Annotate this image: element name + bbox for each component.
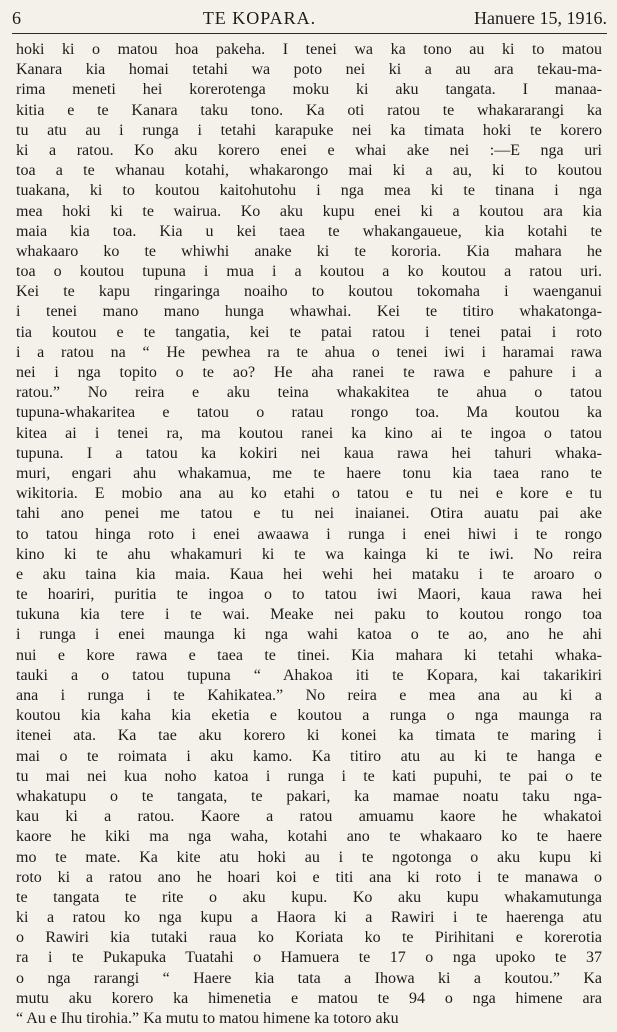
text-line: rima meneti hei korerotenga moku ki aku tangata. I manaa-	[16, 81, 602, 99]
text-line: whakaaro ko te whiwhi anake ki te kororia. Kia mahara he	[16, 242, 602, 260]
text-line: mea hoki ki te wairua. Ko aku kupu enei ki a koutou ara kia	[16, 202, 602, 220]
text-line: i tenei mano mano hunga whawhai. Kei te titiro whakatonga-	[16, 303, 602, 321]
text-line: nui e kore rawa e taea te tinei. Kia mahara ki tetahi whaka-	[16, 646, 602, 664]
text-line: e aku taina kia maia. Kaua hei wehi hei mataku i te aroaro o	[16, 565, 602, 583]
text-line: mo te mate. Ka kite atu hoki au i te ngotonga o aku kupu ki	[16, 848, 602, 866]
text-line: i a ratou na “ He pewhea ra te ahua o tenei iwi i haramai rawa	[16, 343, 602, 361]
text-line: i runga i enei maunga ki nga wahi katoa o te ao, ano he ahi	[16, 626, 602, 644]
text-line: toa a te whanau kotahi, whakarongo mai ki a au, ki to koutou	[16, 162, 602, 180]
text-line: tuakana, ki to koutou kaitohutohu i nga mea ki te tinana i nga	[16, 182, 602, 200]
text-line: mutu aku korero ka himenetia e matou te 94 o nga himene ara	[16, 989, 602, 1007]
text-line: “ Au e Ihu tirohia.” Ka mutu to matou himene ka totoro aku	[16, 1010, 399, 1027]
text-line: koutou kia kaha kia eketia e koutou a runga o nga maunga ra	[16, 707, 602, 725]
text-line: tukuna kia tere i te wai. Meake nei paku to koutou rongo toa	[16, 606, 602, 624]
text-line: tauki a o tatou tupuna “ Ahakoa iti te Kopara, kai takarikiri	[16, 666, 602, 684]
text-line: tupuna-whakaritea e tatou o ratau rongo toa. Ma koutou ka	[16, 404, 602, 422]
text-line: toa o koutou tupuna i mua i a koutou a ko koutou a ratou uri.	[16, 263, 602, 281]
text-line: roto ki a ratou ano he hoari koi e titi ana ki roto i te manawa o	[16, 868, 602, 886]
text-line: itenei ata. Ka tae aku korero ki konei ka timata te maring i	[16, 727, 602, 745]
text-line: Kanara kia homai tetahi wa poto nei ki a au ara tekau-ma-	[16, 61, 602, 79]
page-header	[12, 8, 607, 34]
page-number: 6	[12, 8, 21, 28]
running-title: TE KOPARA.	[202, 8, 317, 28]
text-line: whakatupu o te tangata, te pakari, ka mamae noatu taku nga-	[16, 787, 602, 805]
text-line: kitea ai i tenei ra, ma koutou ranei ka kino ai te ingoa o tatou	[16, 424, 602, 442]
text-line: wikitoria. E mobio ana au ko etahi o tatou e tu nei e kore e tu	[16, 485, 602, 503]
text-line: kitia e te Kanara taku tono. Ka oti ratou te whakararangi ka	[16, 101, 602, 119]
text-line: maia kia toa. Kia u kei taea te whakangaueue, kia kotahi te	[16, 222, 602, 240]
text-line: tia koutou e te tangatia, kei te patai ratou i tenei patai i roto	[16, 323, 602, 341]
text-line: o Rawiri kia tutaki raua ko Koriata ko te Pirihitani e korerotia	[16, 929, 602, 947]
text-line: mai o te roimata i aku kamo. Ka titiro atu au ki te hanga e	[16, 747, 602, 765]
text-line: to tatou hinga roto i enei awaawa i runga i enei hiwi i te rongo	[16, 525, 602, 543]
issue-date: Hanuere 15, 1916.	[474, 8, 607, 28]
header-rule	[12, 33, 607, 34]
text-line: kau ki a ratou. Kaore a ratou amuamu kaore he whakatoi	[16, 808, 602, 826]
text-line: tupuna. I a tatou ka kokiri nei kaua rawa hei tahuri whaka-	[16, 444, 602, 462]
text-line: nei i nga topito o te ao? He aha ranei te rawa e pahure i a	[16, 364, 602, 381]
text-line: Kei te kapu ringaringa noaiho to koutou tokomaha i waenganui	[16, 283, 602, 301]
text-line: hoki ki o matou hoa pakeha. I tenei wa ka tono au ki to matou	[16, 41, 602, 58]
text-line: te hoariri, puritia te ingoa o to tatou iwi Maori, kaua rawa hei	[16, 586, 602, 604]
text-line: ratou.” No reira e aku teina whakakitea te ahua o tatou	[16, 384, 602, 402]
text-line: ki a ratou ko nga kupu a Haora ki a Rawiri i te haerenga atu	[16, 909, 602, 927]
text-line: te tangata te rite o aku kupu. Ko aku kupu whakamutunga	[16, 888, 602, 906]
text-line: tu atu au i runga i tetahi karapuke nei ka timata hoki te korero	[16, 121, 602, 139]
text-line: ana i runga i te Kahikatea.” No reira e mea ana au ki a	[16, 687, 602, 704]
text-line: ki a ratou. Ko aku korero enei e whai ake nei :—E nga uri	[16, 141, 602, 159]
text-line: tu mai nei kua noho katoa i runga i te kati pupuhi, te pai o te	[16, 767, 602, 785]
text-line: o nga rarangi “ Haere kia tata a Ihowa ki a koutou.” Ka	[16, 969, 602, 987]
text-line: kaore he kiki ma nga waha, kotahi ano te whakaaro ko te haere	[16, 828, 602, 846]
text-line: ra i te Pukapuka Tuatahi o Hamuera te 17 o nga upoko te 37	[16, 949, 602, 967]
text-line: muri, engari ahu whakamua, me te haere tonu kia taea rano te	[16, 464, 602, 482]
text-line: kino ki te ahu whakamuri ki te wa kainga ki te iwi. No reira	[16, 545, 602, 563]
text-line: tahi ano penei me tatou e tu nei inaianei. Otira auatu pai ake	[16, 505, 602, 523]
body-text	[16, 40, 602, 1029]
